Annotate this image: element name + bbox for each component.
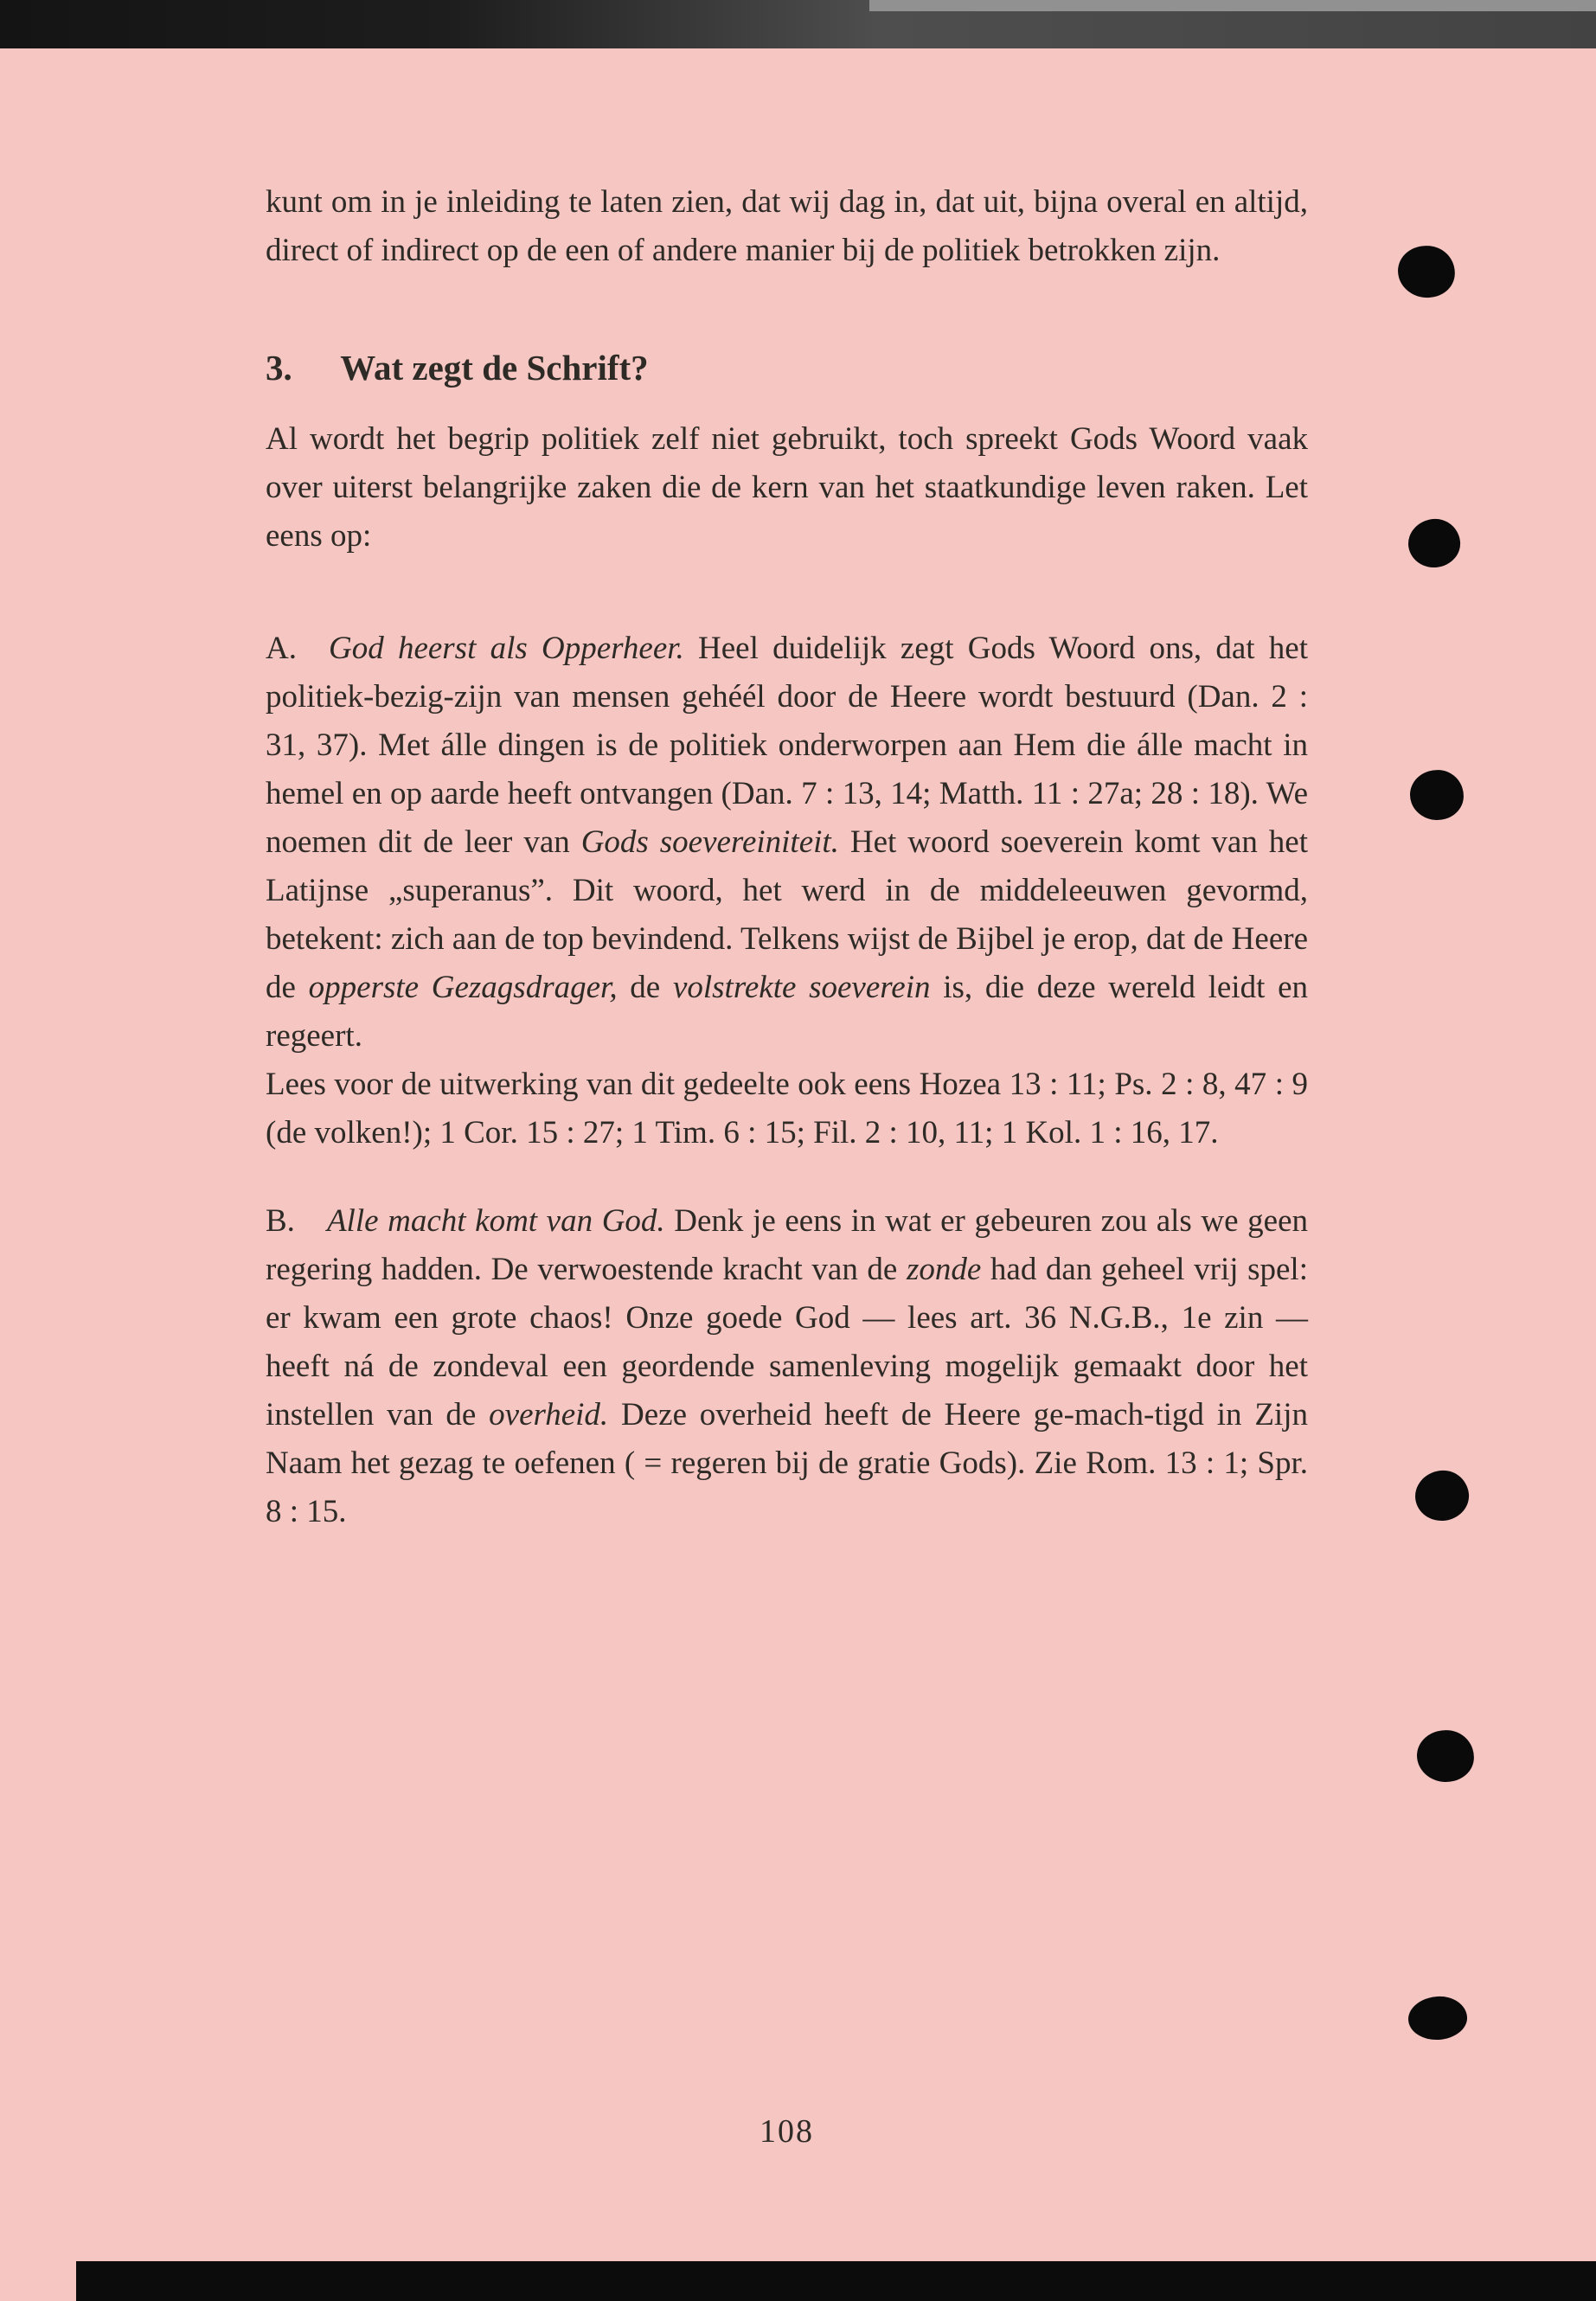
italic-text-segment: Gods soevereiniteit. — [580, 824, 839, 860]
text-segment: Het woord soeverein komt van het Latijnse „superanus”. Dit woord, het werd in de middeleeuwen gevormd, betekent: zich aan de top bevindend. Telkens wijst de Bijbel je erop, dat de Heere de — [266, 824, 1308, 1005]
binding-hole — [1406, 516, 1463, 570]
italic-text-segment: volstrekte soeverein — [672, 970, 931, 1005]
binding-hole — [1394, 242, 1458, 302]
italic-text-segment: Alle macht komt van God. — [326, 1203, 665, 1239]
text-segment: Deze overheid heeft de Heere ge-mach-tigd in Zijn Naam het gezag te oefenen ( = regeren bij de gratie Gods). Zie Rom. 13 : 1; Spr. 8 : 15. — [266, 1397, 1308, 1529]
page-number: 108 — [760, 2113, 814, 2150]
binding-hole — [1408, 768, 1465, 822]
heading-text: Wat zegt de Schrift? — [340, 348, 649, 388]
paragraph-section-b — [266, 1197, 1308, 1536]
text-segment: B. — [266, 1203, 327, 1239]
italic-text-segment: opperste Gezagsdrager, — [308, 970, 618, 1005]
italic-text-segment: God heerst als Opperheer. — [328, 631, 684, 666]
text-segment: Heel duidelijk zegt Gods Woord ons, dat het politiek-bezig-zijn van mensen gehéél door de Heere wordt bestuurd (Dan. 2 : 31, 37). Met álle dingen is de politiek onderworpen aan Hem die álle macht in hemel en op aarde heeft ontvangen (Dan. 7 : 13, 14; Matth. 11 : 27a; 28 : 18). We noemen dit de leer van — [266, 631, 1309, 860]
binding-hole — [1407, 1995, 1468, 2042]
section-heading — [266, 343, 1308, 393]
paragraph-schrift-intro — [266, 415, 1308, 561]
binding-hole — [1412, 1467, 1471, 1524]
text-column — [266, 178, 1308, 1536]
text-segment: had dan geheel vrij spel: er kwam een grote chaos! Onze goede God — lees art. 36 N.G.B., 1e zin — heeft ná de zondeval een geordende samenleving mogelijk gemaakt door het instellen van de — [266, 1252, 1308, 1433]
text-segment: kunt om in je inleiding te laten zien, dat wij dag in, dat uit, bijna overal en altijd, direct of indirect op de een of andere manier bij de politiek betrokken zijn. — [266, 184, 1308, 268]
italic-text-segment: overheid. — [489, 1397, 609, 1433]
scan-edge-top-light — [869, 0, 1596, 11]
paragraph-section-a — [266, 625, 1308, 1061]
text-segment: is, die deze wereld leidt en regeert. — [266, 970, 1308, 1054]
scan-edge-bottom — [76, 2261, 1596, 2301]
text-segment: Al wordt het begrip politiek zelf niet gebruikt, toch spreekt Gods Woord vaak over uiterst belangrijke zaken die de kern van het staatkundige leven raken. Let eens op: — [266, 421, 1308, 554]
text-segment: Lees voor de uitwerking van dit gedeelte ook eens Hozea 13 : 11; Ps. 2 : 8, 47 : 9 (de volken!); 1 Cor. 15 : 27; 1 Tim. 6 : 15; Fil. 2 : 10, 11; 1 Kol. 1 : 16, 17. — [266, 1067, 1308, 1150]
text-segment: A. — [266, 631, 329, 666]
paragraph-section-a-references — [266, 1061, 1308, 1157]
paragraph-intro — [266, 178, 1308, 275]
binding-hole — [1415, 1727, 1477, 1785]
text-segment: de — [617, 970, 673, 1005]
heading-number: 3. — [266, 348, 292, 388]
italic-text-segment: zonde — [906, 1252, 982, 1287]
text-segment: Denk je eens in wat er gebeuren zou als we geen regering hadden. De verwoestende kracht van de — [266, 1203, 1308, 1287]
